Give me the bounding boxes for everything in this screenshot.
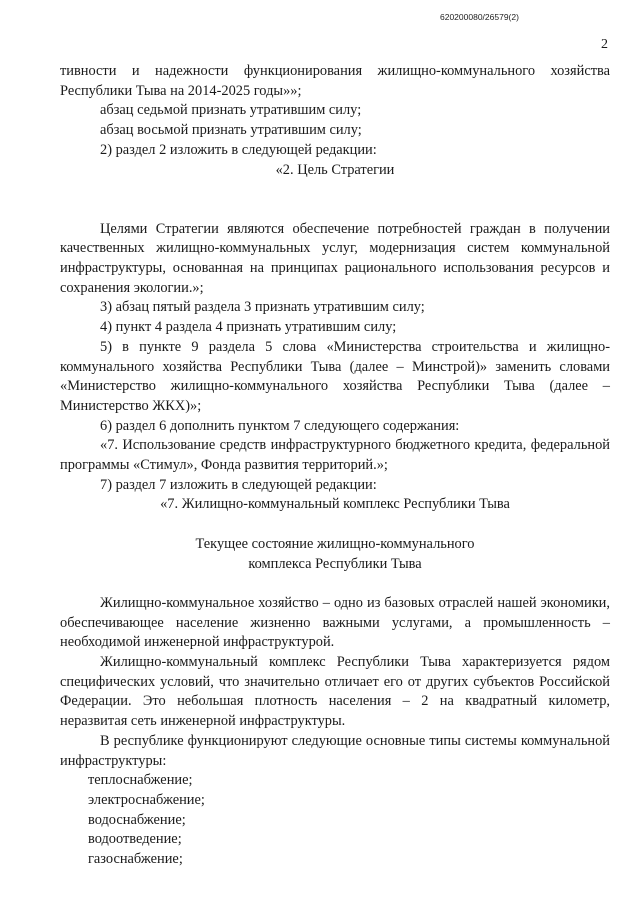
list-item: газоснабжение; xyxy=(88,851,183,868)
list-item: электроснабжение; xyxy=(88,791,205,808)
subsection-heading: комплекса Республики Тыва xyxy=(248,555,422,572)
paragraph: тивности и надежности функционирования жилищно-коммунального хозяйства Республики Тыва на 2014-2025 годы»»; xyxy=(60,63,610,99)
paragraph: Жилищно-коммунальный комплекс Республики Тыва характеризуется рядом специфических условий, что значительно отличает его от других субъектов Российской Федерации. Это небольшая плотность населения – 2 на квадратный километр, неразвитая сеть инженерной инфраструктуры. xyxy=(60,654,610,730)
paragraph: 4) пункт 4 раздела 4 признать утратившим силу; xyxy=(100,319,397,336)
list-item: теплоснабжение; xyxy=(88,772,193,789)
paragraph: абзац восьмой признать утратившим силу; xyxy=(100,122,362,139)
section-heading: «7. Жилищно-коммунальный комплекс Республики Тыва xyxy=(160,496,510,513)
section-heading: «2. Цель Стратегии xyxy=(275,161,395,178)
list-item: водоснабжение; xyxy=(88,811,186,828)
paragraph: абзац седьмой признать утратившим силу; xyxy=(100,102,362,119)
subsection-heading: Текущее состояние жилищно-коммунального xyxy=(195,535,475,552)
list-item: водоотведение; xyxy=(88,831,182,848)
paragraph: 7) раздел 7 изложить в следующей редакции: xyxy=(100,476,377,493)
paragraph: 5) в пункте 9 раздела 5 слова «Министерства строительства и жилищно-коммунального хозяйства Республики Тыва (далее – Минстрой)» заменить словами «Министерство жилищно-коммунального хозяйства Республики Тыва (далее – Министерство ЖКХ)»; xyxy=(60,338,610,414)
page-number: 2 xyxy=(601,37,608,52)
paragraph: 6) раздел 6 дополнить пунктом 7 следующего содержания: xyxy=(100,417,460,434)
paragraph: В республике функционируют следующие основные типы системы коммунальной инфраструктуры: xyxy=(60,732,610,769)
paragraph: «7. Использование средств инфраструктурного бюджетного кредита, федеральной программы «Стимул», Фонда развития территорий.»; xyxy=(60,437,610,474)
paragraph: Целями Стратегии являются обеспечение потребностей граждан в получении качественных жилищно-коммунальных услуг, модернизация систем коммунальной инфраструктуры, основанная на принципах рационального использования ресурсов и сохранения экологии.»; xyxy=(60,220,610,296)
document-body xyxy=(60,62,610,870)
paragraph: 2) раздел 2 изложить в следующей редакции: xyxy=(100,141,377,158)
paragraph: 3) абзац пятый раздела 3 признать утратившим силу; xyxy=(100,299,425,316)
paragraph: Жилищно-коммунальное хозяйство – одно из базовых отраслей нашей экономики, обеспечивающее население жизненно важными услугами, а промышленность – необходимой инженерной инфраструктурой. xyxy=(60,594,610,651)
document-number: 620200080/26579(2) xyxy=(440,12,519,22)
